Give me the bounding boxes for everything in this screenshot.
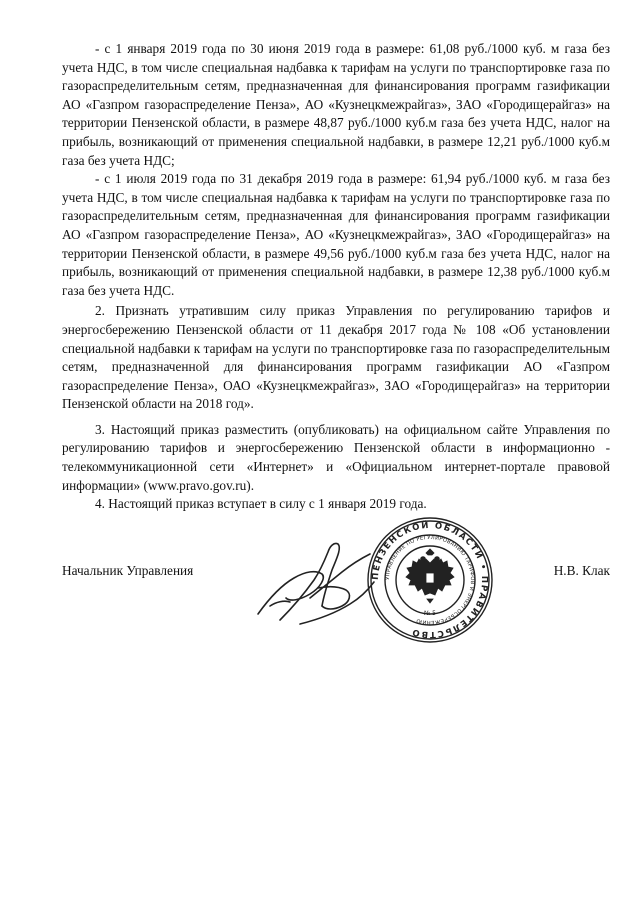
signer-name: Н.В. Клак: [553, 563, 610, 578]
paragraph-tariff-h1: - с 1 января 2019 года по 30 июня 2019 года в размере: 61,08 руб./1000 куб. м газа без учета НДС, в том числе специальная надбавка к тарифам на услуги по транспортировке газа по газораспределительным сетям, предназначенная для финансирования программ газификации АО «Газпром газораспределение Пенза», АО «Кузнецкмежрайгаз», ЗАО «Городищерайгаз» на территории Пензенской области, в размере 48,87 руб./1000 куб.м газа без учета НДС, налог на прибыль, возникающий от применения специальной надбавки, в размере 12,21 руб./1000 куб.м газа без учета НДС;: [62, 41, 610, 168]
signer-title: Начальник Управления: [62, 563, 194, 578]
seal-inner-text: УПРАВЛЕНИЕ ПО РЕГУЛИРОВАНИЮ ТАРИФОВ И ЭНЕРГОСБЕРЕЖЕНИЮ: [384, 534, 476, 626]
paragraph-tariff-h2: - с 1 июля 2019 года по 31 декабря 2019 года в размере: 61,94 руб./1000 куб. м газа без учета НДС, в том числе специальная надбавка к тарифам на услуги по транспортировке газа по газораспределительным сетям, предназначенная для финансирования программ газификации АО «Газпром газораспределение Пенза», АО «Кузнецкмежрайгаз», ЗАО «Городищерайгаз» на территории Пензенской области, в размере 49,56 руб./1000 куб.м газа без учета НДС, налог на прибыль, возникающий от применения специальной надбавки, в размере 12,38 руб./1000 куб.м газа без учета НДС.: [62, 171, 610, 298]
seal-number: № 5: [424, 610, 436, 617]
paragraph-item-4: 4. Настоящий приказ вступает в силу с 1 января 2019 года.: [95, 496, 427, 512]
eagle-emblem-icon: [406, 549, 454, 603]
document-body: [62, 40, 610, 514]
paragraph-item-2: 2. Признать утратившим силу приказ Управления по регулированию тарифов и энергосбережению Пензенской области от 11 декабря 2017 года № 108 «Об установлении специальной надбавки к тарифам на услуги по транспортировке газа по газораспределительным сетям, предназначенной для финансирования программ газификации АО «Газпром газораспределение Пенза», ОАО «Кузнецкмежрайгаз», ЗАО «Городищерайгаз» на территории Пензенской области на 2018 год».: [62, 303, 610, 412]
paragraph-item-3: 3. Настоящий приказ разместить (опубликовать) на официальном сайте Управления по регулированию тарифов и энергосбережению Пензенской области в информационно - телекоммуникационной сети «Интернет» и «Официальном интернет-портале правовой информации» (www.pravo.gov.ru).: [62, 421, 610, 493]
official-seal: [365, 515, 495, 645]
seal-outer-text: ПЕНЗЕНСКОЙ ОБЛАСТИ • ПРАВИТЕЛЬСТВО: [370, 520, 490, 640]
